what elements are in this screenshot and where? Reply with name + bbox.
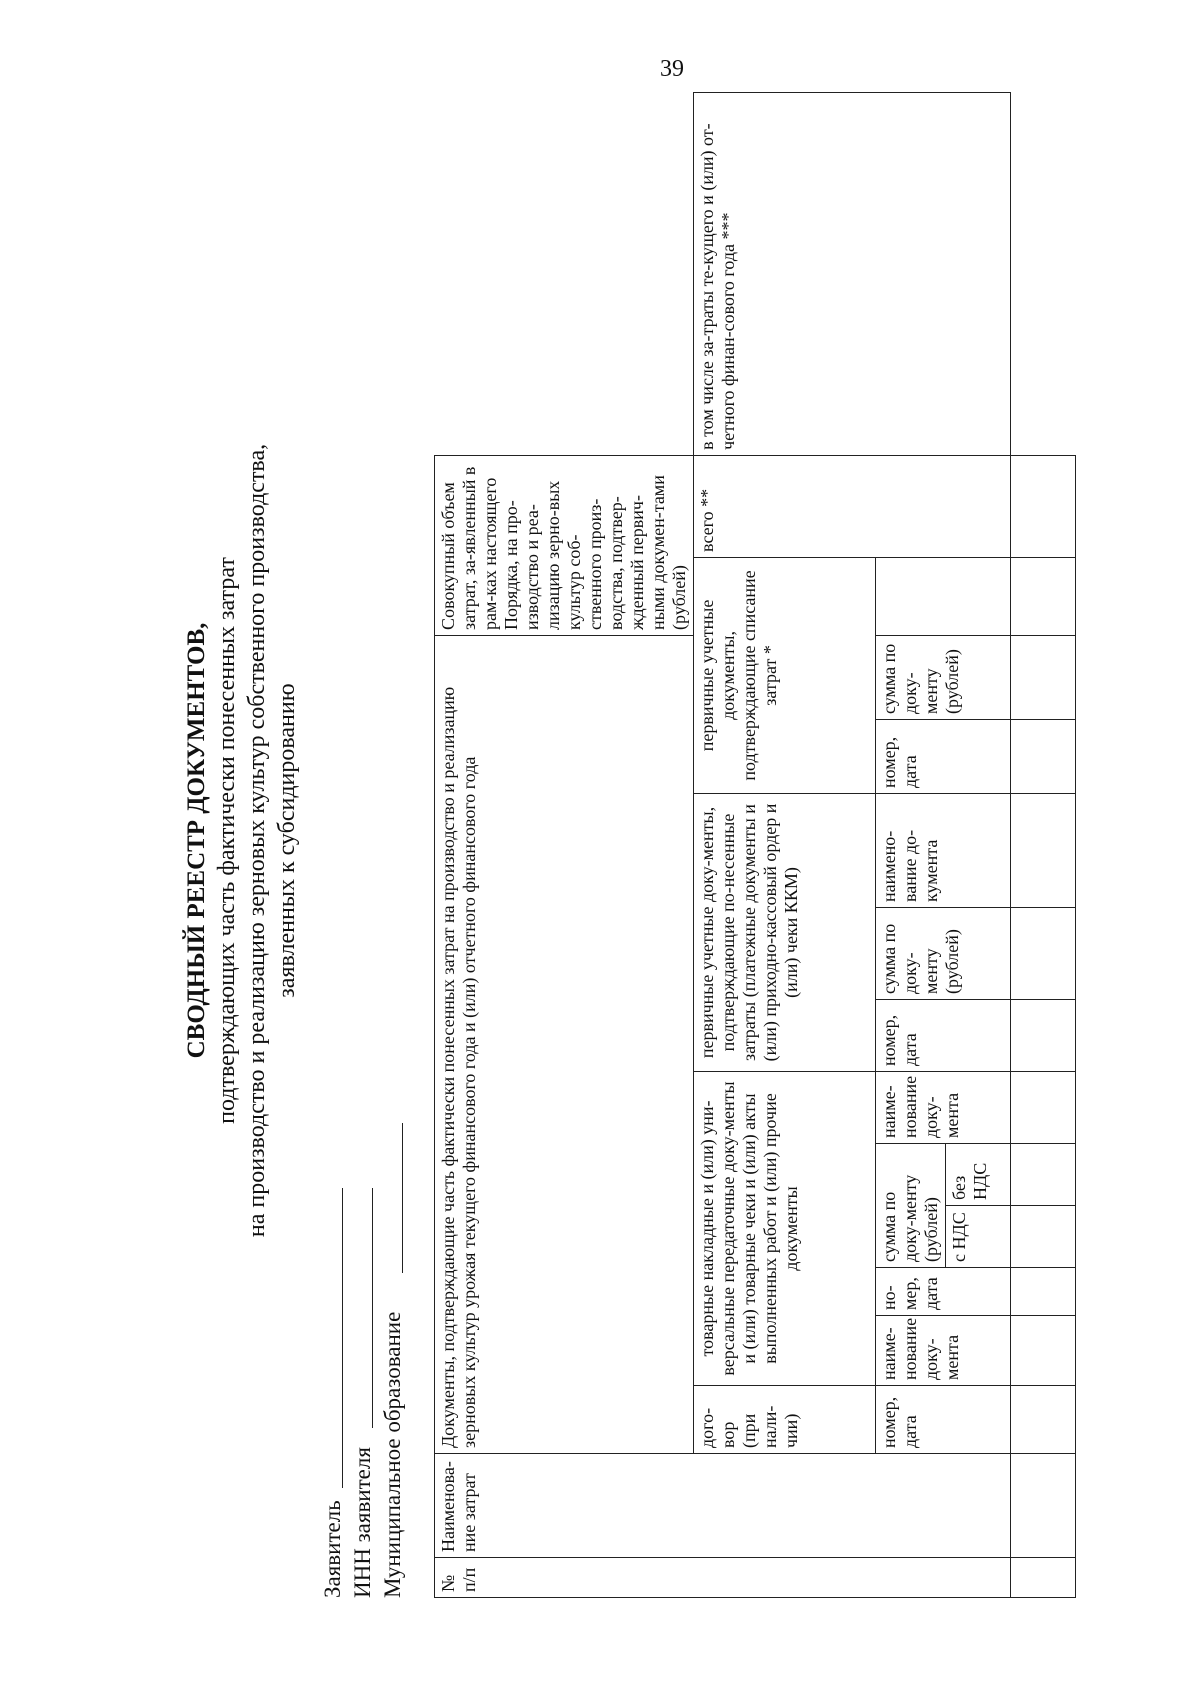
inn-label: ИНН заявителя [350,1447,375,1598]
municipality-label: Муниципальное образование [380,1311,405,1598]
applicant-label: Заявитель [320,1500,345,1598]
empty-cell [1011,1268,1076,1316]
payment-doc-name: наиме-нование доку-мента [876,1072,1011,1144]
empty-cell [1011,720,1076,794]
title-line-1: СВОДНЫЙ РЕЕСТР ДОКУМЕНТОВ, [183,622,210,1059]
empty-cell [1011,1316,1076,1386]
empty-cell [1011,635,1076,719]
col-cost-name-header: Наименова-ние затрат [435,1454,1011,1558]
invoice-sum-header: сумма по доку-менту (рублей) [876,1144,946,1268]
empty-cell [1011,908,1076,1000]
empty-cell [1011,1454,1076,1558]
table-row [1011,93,1076,1598]
applicant-row [318,1312,348,1598]
invoice-number-date: но-мер, дата [876,1268,1011,1316]
writeoff-sum: сумма по доку-менту (рублей) [876,635,1011,719]
payment-number-date: номер, дата [876,1000,1011,1072]
rotated-sheet [182,83,1082,1598]
municipality-row [378,1312,408,1598]
inn-row [348,1312,378,1598]
documents-registry-table [434,92,1076,1598]
total-including-header: в том числе за-траты те-кущего и (или) от-четного финан-сового года *** [694,93,1011,456]
col-number-header: № п/п [435,1558,1011,1598]
inn-blank-line [372,1188,373,1428]
title-line-2: подтверждающих часть фактически понесенных затрат [214,557,240,1124]
page-number: 39 [660,56,684,82]
invoices-header: товарные накладные и (или) уни-версальные передаточные доку-менты и (или) товарные чеки и (или) акты выполненных работ и (или) прочие документы [694,1072,876,1386]
supporting-documents-header: Документы, подтверждающие часть фактически понесенных затрат на производство и реализацию зерновых культур урожая текущего финансового года и (или) отчетного финансового года [435,635,694,1453]
writeoff-docs-header: первичные учетные документы, подтверждающие списание затрат * [694,557,876,793]
writeoff-doc-name: наимено-вание до-кумента [876,794,1011,908]
empty-cell [1011,557,1076,635]
document-title [182,83,302,1598]
empty-cell [1011,455,1076,557]
empty-cell [1011,794,1076,908]
total-all-header: всего ** [694,455,1011,557]
total-costs-header: Совокупный объем затрат, за-явленный в рам-ках настоящего Порядка, на про-изводство и реа-лизацию зерно-вых культур соб-ственного произ-водства, подтвер-жденный первич-ными докумен-тами (рублей) [435,455,694,635]
applicant-blank-line [342,1188,343,1488]
empty-cell [1011,1000,1076,1072]
title-line-3: на производство и реализацию зерновых культур собственного производства, [244,443,270,1238]
payment-docs-header: первичные учетные доку-менты, подтверждающие по-несенные затраты (платежные документы и (или) приходно-кассовый ордер и (или) чеки ККМ) [694,794,876,1072]
empty-cell [1011,1558,1076,1598]
contract-header: дого-вор (при нали-чии) [694,1386,876,1454]
empty-cell [1011,1072,1076,1144]
payment-sum: сумма по доку-менту (рублей) [876,908,1011,1000]
applicant-fields [318,1312,408,1598]
sum-with-vat: с НДС [946,1206,1011,1268]
writeoff-number-date: номер, дата [876,720,1011,794]
empty-cell [1011,1206,1076,1268]
empty-cell [1011,1386,1076,1454]
title-line-4: заявленных к субсидированию [274,683,300,998]
contract-number-date: номер, дата [876,1386,1011,1454]
invoice-doc-name: наиме-нование доку-мента [876,1316,1011,1386]
sum-without-vat: без НДС [946,1144,1011,1206]
municipality-blank-line [402,1123,403,1273]
empty-cell [1011,1144,1076,1206]
